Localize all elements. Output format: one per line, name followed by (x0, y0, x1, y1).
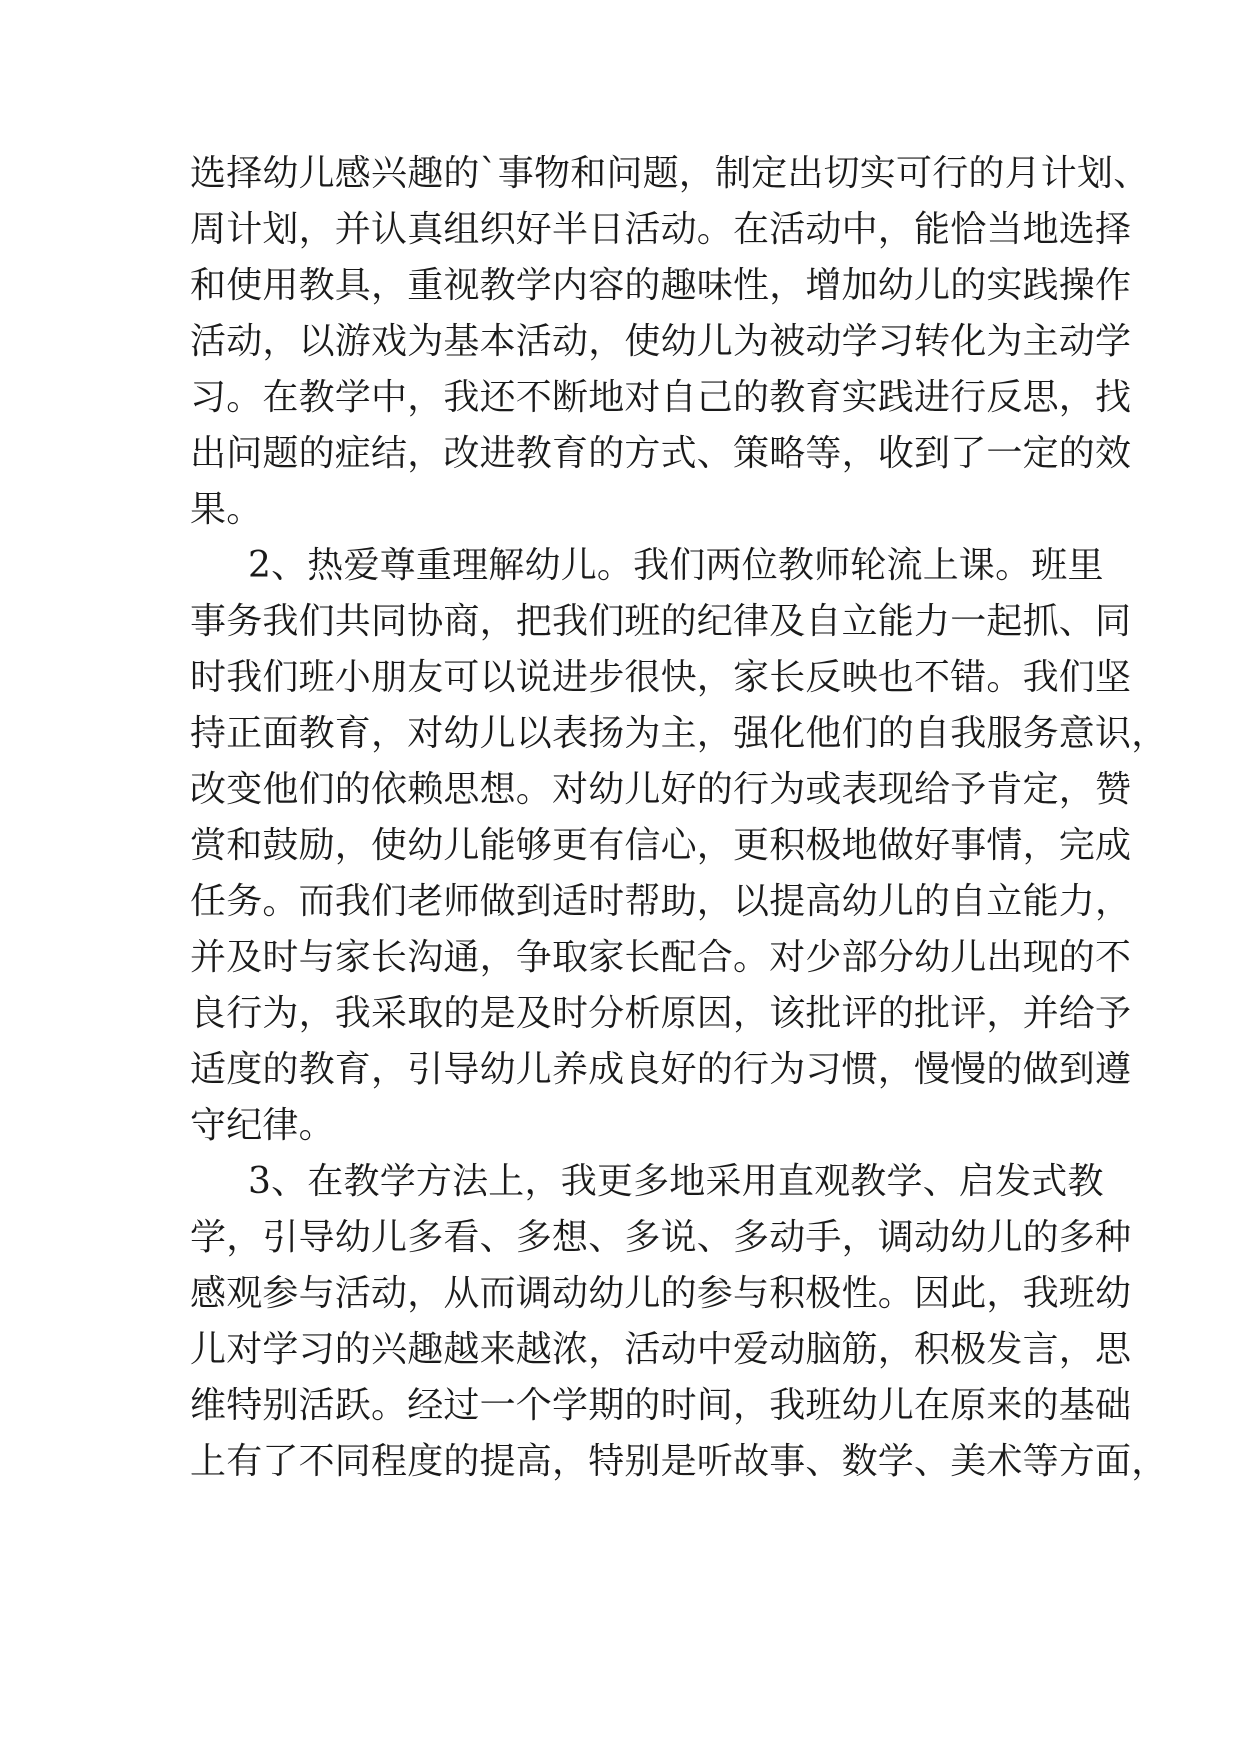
text-line: 良行为，我采取的是及时分析原因，该批评的批评，并给予 (190, 993, 1132, 1034)
text-line: 改变他们的依赖思想。对幼儿好的行为或表现给予肯定，赞 (190, 769, 1132, 810)
text-line: 选择幼儿感兴趣的`事物和问题，制定出切实可行的月计划、 (190, 153, 1150, 194)
text-line: 周计划，并认真组织好半日活动。在活动中，能恰当地选择 (190, 209, 1132, 250)
text-line: 持正面教育，对幼儿以表扬为主，强化他们的自我服务意识， (190, 713, 1168, 754)
text-line: 适度的教育，引导幼儿养成良好的行为习惯，慢慢的做到遵 (190, 1049, 1132, 1090)
text-line: 时我们班小朋友可以说进步很快，家长反映也不错。我们坚 (190, 657, 1132, 698)
paragraph-start-line: 2、热爱尊重理解幼儿。我们两位教师轮流上课。班里 (248, 545, 1104, 586)
text-line: 出问题的症结，改进教育的方式、策略等，收到了一定的效 (190, 433, 1132, 474)
text-line: 学，引导幼儿多看、多想、多说、多动手，调动幼儿的多种 (190, 1217, 1132, 1258)
text-line: 感观参与活动，从而调动幼儿的参与积极性。因此，我班幼 (190, 1273, 1132, 1314)
body-text (190, 146, 1168, 1490)
text-line: 任务。而我们老师做到适时帮助，以提高幼儿的自立能力， (190, 881, 1132, 922)
text-line: 活动，以游戏为基本活动，使幼儿为被动学习转化为主动学 (190, 321, 1132, 362)
text-line: 事务我们共同协商，把我们班的纪律及自立能力一起抓、同 (190, 601, 1132, 642)
text-line: 儿对学习的兴趣越来越浓，活动中爱动脑筋，积极发言，思 (190, 1329, 1132, 1370)
text-line: 并及时与家长沟通，争取家长配合。对少部分幼儿出现的不 (190, 937, 1132, 978)
text-line: 习。在教学中，我还不断地对自己的教育实践进行反思，找 (190, 377, 1132, 418)
text-line: 和使用教具，重视教学内容的趣味性，增加幼儿的实践操作 (190, 265, 1132, 306)
text-line: 果。 (190, 489, 263, 530)
text-line: 守纪律。 (190, 1105, 335, 1146)
text-line: 上有了不同程度的提高，特别是听故事、数学、美术等方面， (190, 1441, 1168, 1482)
paragraph-start-line: 3、在教学方法上，我更多地采用直观教学、启发式教 (248, 1161, 1104, 1202)
text-line: 维特别活跃。经过一个学期的时间，我班幼儿在原来的基础 (190, 1385, 1132, 1426)
text-line: 赏和鼓励，使幼儿能够更有信心，更积极地做好事情，完成 (190, 825, 1132, 866)
